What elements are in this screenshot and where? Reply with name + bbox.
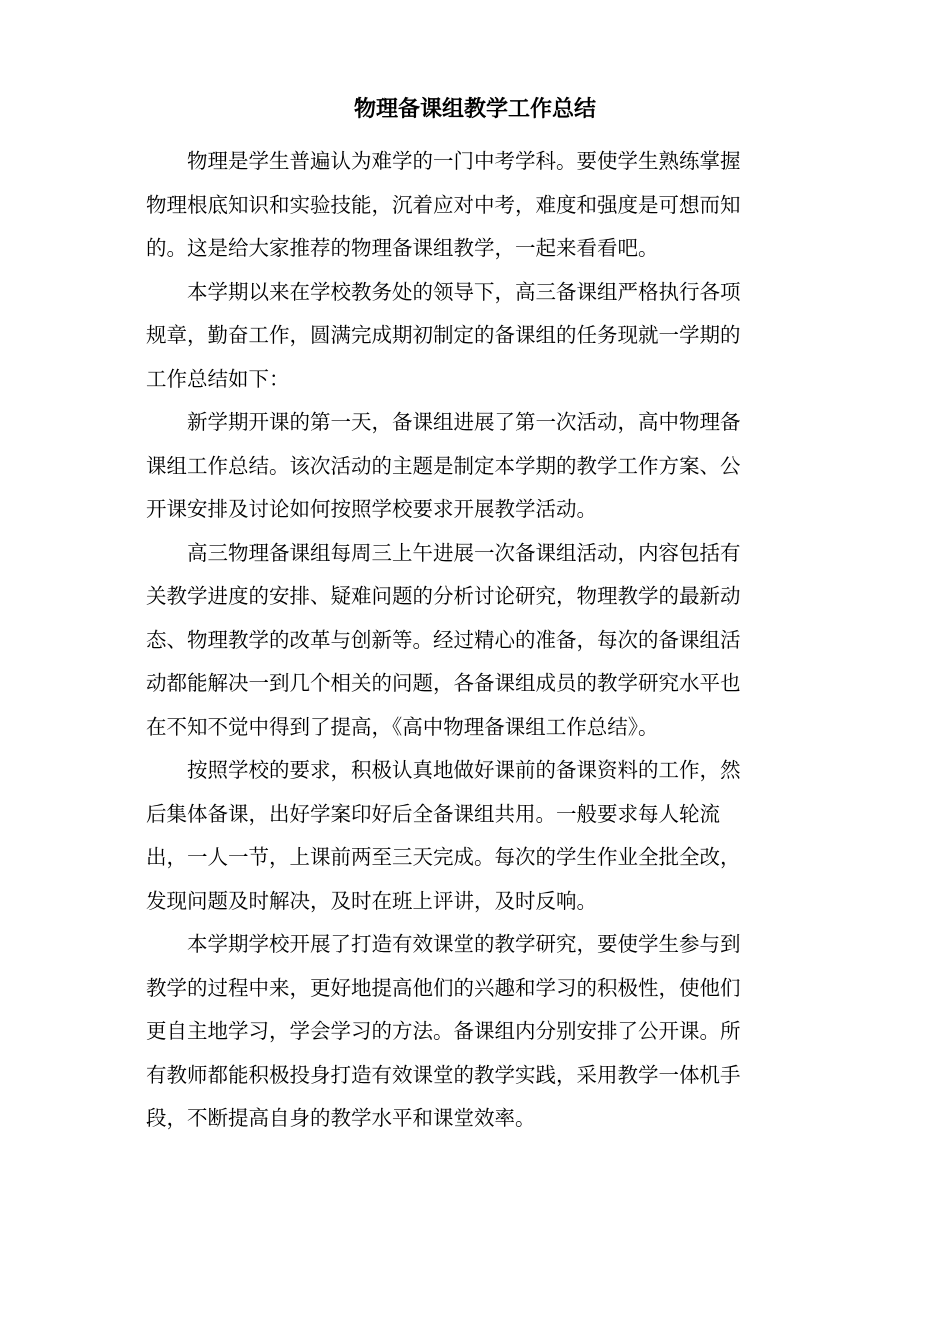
- paragraph-line: 物理根底知识和实验技能，沉着应对中考，难度和强度是可想而知: [146, 192, 741, 217]
- paragraph-weekly-activities: [146, 532, 798, 750]
- paragraph-first-activity: [146, 401, 798, 532]
- paragraph-effective-classroom: [146, 923, 798, 1141]
- paragraph-line: 态、物理教学的改革与创新等。经过精心的准备，每次的备课组活: [146, 627, 741, 652]
- paragraph-line: 关教学进度的安排、疑难问题的分析讨论研究，物理教学的最新动: [146, 584, 741, 608]
- paragraph-line: 发现问题及时解决，及时在班上评讲，及时反响。: [146, 888, 597, 913]
- paragraph-line: 本学期以来在学校教务处的领导下，高三备课组严格执行各项: [187, 279, 741, 304]
- paragraph-line: 物理是学生普遍认为难学的一门中考学科。要使学生熟练掌握: [187, 149, 741, 173]
- paragraph-line: 在不知不觉中得到了提高，《高中物理备课组工作总结》。: [146, 714, 659, 739]
- paragraph-semester-overview: [146, 271, 798, 402]
- paragraph-line: 按照学校的要求，积极认真地做好课前的备课资料的工作，然: [187, 758, 741, 782]
- document-body: [146, 140, 798, 1141]
- paragraph-line: 后集体备课，出好学案印好后全备课组共用。一般要求每人轮流: [146, 801, 720, 826]
- document-title: 物理备课组教学工作总结: [353, 97, 596, 122]
- paragraph-line: 规章，勤奋工作，圆满完成期初制定的备课组的任务现就一学期的: [146, 323, 741, 347]
- paragraph-line: 的。这是给大家推荐的物理备课组教学，一起来看看吧。: [146, 236, 659, 260]
- paragraph-line: 本学期学校开展了打造有效课堂的教学研究，要使学生参与到: [187, 932, 741, 956]
- paragraph-lesson-prep: [146, 749, 798, 923]
- paragraph-line: 开课安排及讨论如何按照学校要求开展教学活动。: [146, 497, 597, 521]
- paragraph-line: 工作总结如下：: [146, 366, 290, 391]
- paragraph-line: 课组工作总结。该次活动的主题是制定本学期的教学工作方案、公: [146, 453, 741, 478]
- paragraph-line: 教学的过程中来，更好地提高他们的兴趣和学习的积极性，使他们: [146, 975, 741, 1000]
- paragraph-line: 出，一人一节，上课前两至三天完成。每次的学生作业全批全改，: [146, 845, 741, 869]
- paragraph-intro: [146, 140, 798, 271]
- paragraph-line: 高三物理备课组每周三上午进展一次备课组活动，内容包括有: [187, 540, 741, 565]
- paragraph-line: 更自主地学习，学会学习的方法。备课组内分别安排了公开课。所: [146, 1019, 741, 1043]
- paragraph-line: 段，不断提高自身的教学水平和课堂效率。: [146, 1106, 536, 1130]
- paragraph-line: 新学期开课的第一天，备课组进展了第一次活动，高中物理备: [187, 410, 741, 434]
- paragraph-line: 有教师都能积极投身打造有效课堂的教学实践，采用教学一体机手: [146, 1062, 741, 1087]
- paragraph-line: 动都能解决一到几个相关的问题，各备课组成员的教学研究水平也: [146, 671, 741, 695]
